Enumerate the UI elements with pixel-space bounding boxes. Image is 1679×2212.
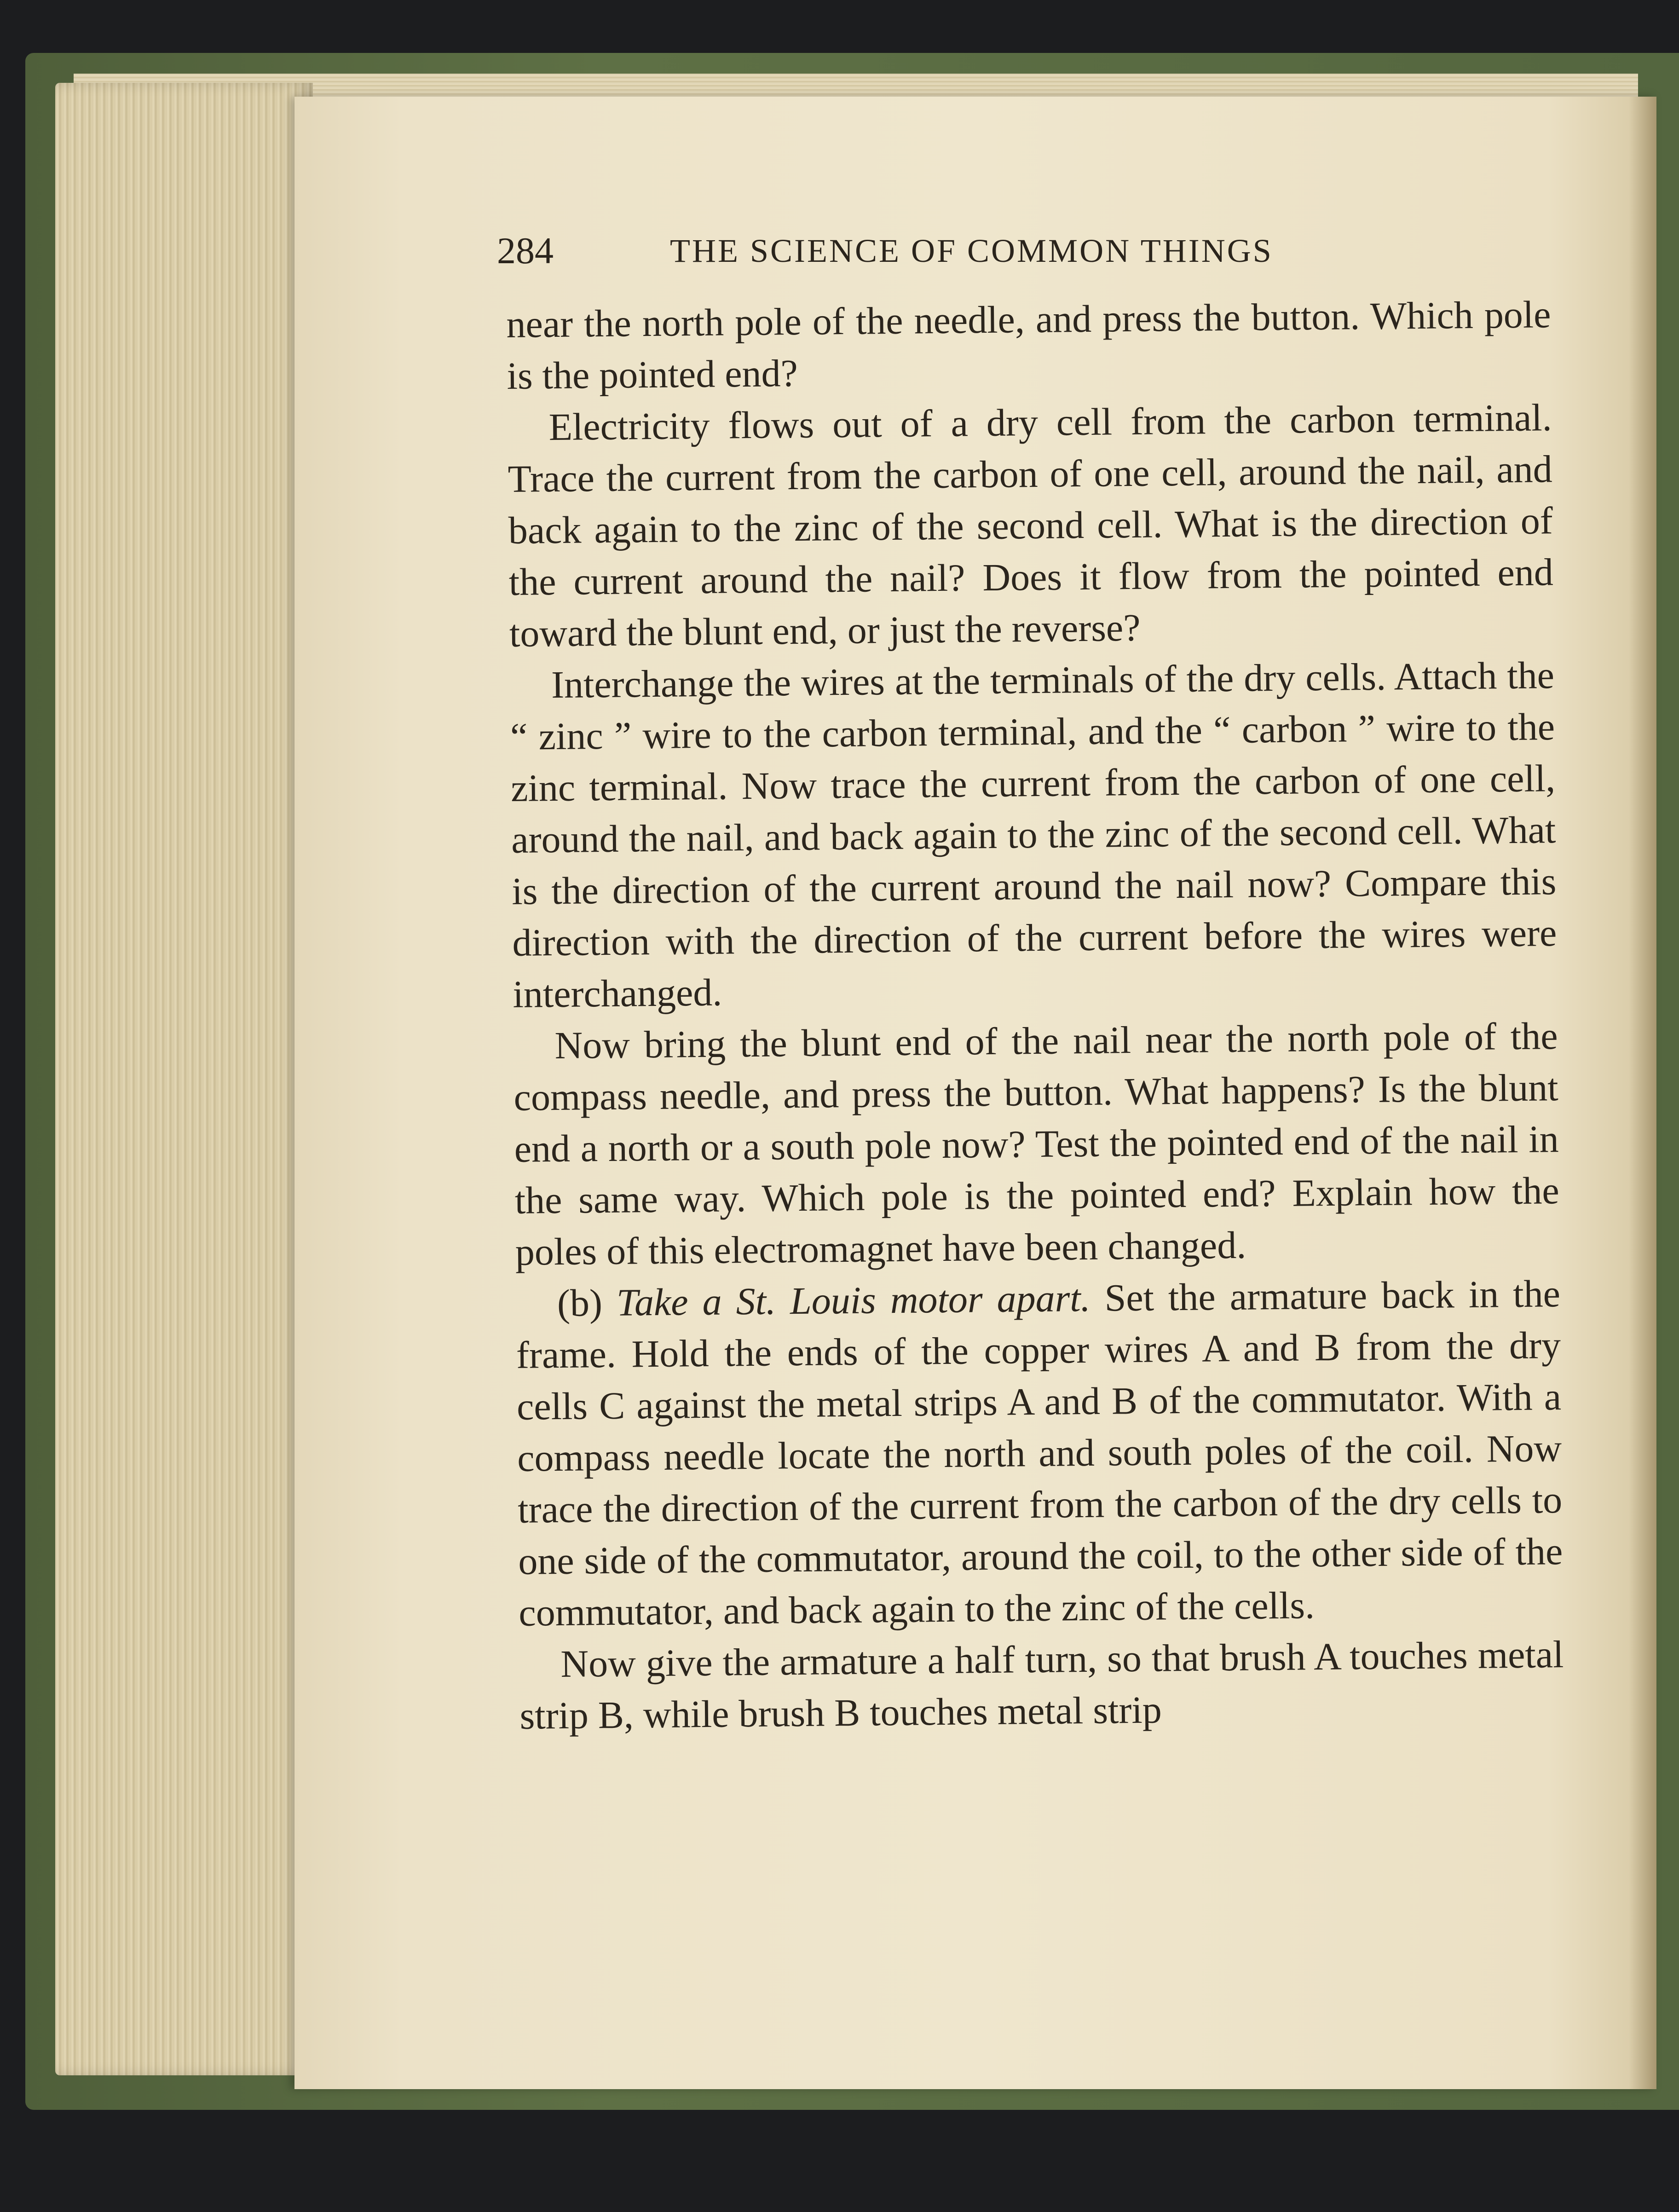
- page-header: [497, 214, 1679, 288]
- page-block-side-edge: [55, 83, 313, 2075]
- book-page: [294, 97, 1656, 2089]
- page-number: 284: [497, 230, 554, 271]
- paragraph: Interchange the wires at the terminals of the dry cells. Attach the “ zinc ” wire to the carbon terminal, and the “ carbon ” wire to the zinc terminal. Now trace the current from the carbon of one cell, around the nail, and back again to the zinc of the second cell. What is the direction of the current around the nail now? Compare this direction with the direction of the current before the wires were interchanged.: [510, 654, 1557, 1016]
- paragraph: Now bring the blunt end of the nail near the north pole of the compass needle, and press the button. What happens? Is the blunt end a north or a south pole now? Test the pointed end of the nail in the same way. Which pole is the pointed end? Explain how the poles of this electromagnet have been changed.: [514, 1015, 1560, 1274]
- paragraph: Now give the armature a half turn, so that brush A touches metal strip B, while brush B touches metal strip: [519, 1633, 1564, 1738]
- paragraph: near the north pole of the needle, and press the button. Which pole is the pointed end?: [506, 293, 1551, 398]
- body-text: [506, 289, 1564, 1742]
- paragraph-label: (b): [557, 1282, 603, 1325]
- paragraph-body: Set the armature back in the frame. Hold the ends of the copper wires A and B from the dry cells C against the metal strips A and B of the commutator. With a compass needle locate the north and south poles of the coil. Now trace the direction of the current from the carbon of the dry cells to one side of the commutator, around the coil, to the other side of the commutator, and back again to the zinc of the cells.: [516, 1272, 1563, 1634]
- page-gutter-shadow: [1629, 97, 1656, 2089]
- paragraph: Electricity flows out of a dry cell from the carbon terminal. Trace the current from the carbon of one cell, around the nail, and back again to the zinc of the second cell. What is the direction of the current around the nail? Does it flow from the pointed end toward the blunt end, or just the reverse?: [508, 396, 1554, 655]
- paragraph: [515, 1268, 1563, 1639]
- running-head: THE SCIENCE OF COMMON THINGS: [670, 232, 1273, 269]
- italic-lead: Take a St. Louis motor apart.: [616, 1276, 1091, 1324]
